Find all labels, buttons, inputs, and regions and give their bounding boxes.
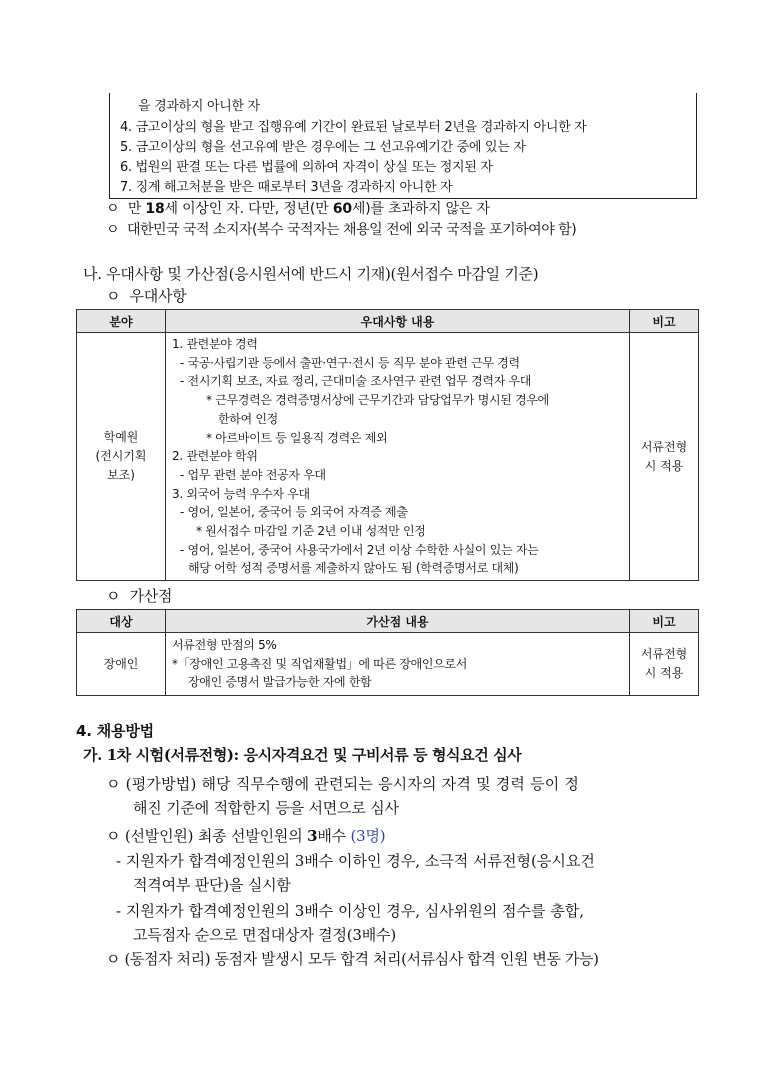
eval-method-line: 해진 기준에 적합한지 등을 서면으로 심사 (133, 799, 399, 817)
column-header: 우대사항 내용 (166, 310, 630, 333)
column-header: 비고 (630, 310, 699, 333)
content-line: 한하여 인정 (218, 411, 278, 426)
note-cell (630, 333, 699, 581)
bullet-glyph: ㅇ (106, 222, 120, 238)
selection-multiple: 3 (307, 827, 318, 845)
disqualification-line: 7. 징계 해고처분을 받은 때로부터 3년을 경과하지 아니한 자 (120, 180, 453, 195)
bonus-heading (106, 585, 172, 606)
section-ga-title: 가. 1차 시험(서류전형): 응시자격요건 및 구비서류 등 형식요건 심사 (83, 746, 522, 764)
bullet-glyph: ㅇ (106, 201, 120, 217)
content-line: - 업무 관련 분야 전공자 우대 (180, 467, 326, 482)
nationality-text: 대한민국 국적 소지자(복수 국적자는 채용일 전에 외국 국적을 포기하여야 함) (126, 222, 577, 238)
eval-method-line: ㅇ (평가방법) 해당 직무수행에 관련되는 응시자의 자격 및 경력 등이 정 (106, 775, 580, 793)
section-4-title: 4. 채용방법 (76, 722, 154, 740)
content-line: * 아르바이트 등 일용직 경력은 제외 (206, 430, 388, 445)
rule-line: 고득점자 순으로 면접대상자 결정(3배수) (133, 926, 396, 944)
note-cell (630, 633, 699, 696)
content-line: - 영어, 일본어, 중국어 등 외국어 자격증 제출 (180, 505, 408, 520)
disqualification-box (109, 93, 697, 199)
content-line: - 국공·사립기관 등에서 출판·연구·전시 등 직무 분야 관련 근무 경력 (180, 355, 520, 370)
bonus-table (76, 609, 699, 696)
tie-handling-line: ㅇ (동점자 처리) 동점자 발생시 모두 합격 처리(서류심사 합격 인원 변동 가능) (106, 950, 599, 968)
content-line: * 원서접수 마감일 기준 2년 이내 성적만 인정 (196, 524, 426, 539)
age-max: 60 (332, 201, 352, 217)
note-line: 서류전형 (640, 647, 688, 661)
note-line: 서류전형 (640, 439, 688, 454)
selection-text: ㅇ (선발인원) 최종 선발인원의 (106, 827, 308, 845)
disqualification-line: 5. 금고이상의 형을 선고유예 받은 경우에는 그 선고유예기간 중에 있는 자 (120, 140, 526, 155)
section-na-title: 나. 우대사항 및 가산점(응시원서에 반드시 기재)(원서접수 마감일 기준) (83, 265, 539, 283)
preference-content-cell (166, 333, 630, 581)
preference-subheading (106, 285, 187, 306)
content-line: 장애인 증명서 발급가능한 자에 한함 (188, 675, 372, 690)
content-line: 해당 어학 성적 증명서를 제출하지 않아도 됨 (학력증명서로 대체) (188, 561, 519, 576)
content-line: - 영어, 일본어, 중국어 사용국가에서 2년 이상 수학한 사실이 있는 자는 (180, 542, 539, 557)
table-header-row (77, 310, 699, 333)
preference-table (76, 309, 699, 581)
column-header: 분야 (77, 310, 166, 333)
table-row (77, 633, 699, 696)
content-line: 서류전형 만점의 5% (172, 637, 277, 652)
target-cell: 장애인 (77, 633, 166, 696)
column-header: 가산점 내용 (166, 610, 630, 633)
rule-line: - 지원자가 합격예정인원의 3배수 이상인 경우, 심사위원의 점수를 총합, (116, 902, 585, 920)
disqualification-line: 6. 법원의 판결 또는 다른 법률에 의하여 자격이 상실 또는 정지된 자 (120, 160, 493, 175)
bonus-content-cell (166, 633, 630, 696)
bullet-glyph: ㅇ (106, 587, 121, 605)
bullet-glyph: ㅇ (106, 287, 121, 305)
table-header-row (77, 610, 699, 633)
content-line: - 전시기획 보조, 자료 정리, 근대미술 조사연구 관련 업무 경력자 우대 (180, 374, 532, 389)
field-line: 학예원 (103, 430, 139, 445)
table-row (77, 333, 699, 581)
preference-subheading-text: 우대사항 (129, 287, 187, 305)
selection-text: 배수 (317, 827, 351, 845)
disqualification-line: 을 경과하지 아니한 자 (138, 99, 260, 114)
note-line: 시 적용 (644, 458, 684, 473)
age-text: 세)를 초과하지 않은 자 (351, 201, 490, 217)
bonus-heading-text: 가산점 (129, 587, 173, 605)
age-text: 만 (127, 201, 146, 217)
disqualification-line: 4. 금고이상의 형을 받고 집행유예 기간이 완료된 날로부터 2년을 경과하지 아니한 자 (120, 120, 587, 135)
note-line: 시 적용 (644, 666, 684, 680)
age-min: 18 (145, 201, 165, 217)
content-line: 1. 관련분야 경력 (172, 337, 258, 351)
column-header: 비고 (630, 610, 699, 633)
field-cell (77, 333, 166, 581)
selection-count-line (106, 825, 385, 846)
content-line: *「장애인 고용촉진 및 직업재활법」에 따른 장애인으로서 (172, 656, 468, 671)
rule-line: - 지원자가 합격예정인원의 3배수 이하인 경우, 소극적 서류전형(응시요건 (116, 852, 595, 870)
selection-headcount: (3명) (350, 827, 386, 845)
rule-line: 적격여부 판단)을 실시함 (133, 876, 291, 894)
field-line: 보조) (107, 468, 135, 483)
nationality-requirement (106, 219, 576, 239)
age-text: 세 이상인 자. 다만, 정년(만 (164, 201, 333, 217)
age-requirement (106, 198, 490, 218)
column-header: 대상 (77, 610, 166, 633)
content-line: * 근무경력은 경력증명서상에 근무기간과 담당업무가 명시된 경우에 (206, 393, 549, 408)
content-line: 3. 외국어 능력 우수자 우대 (172, 486, 310, 501)
field-line: (전시기획 (95, 449, 147, 464)
content-line: 2. 관련분야 학위 (172, 449, 258, 464)
